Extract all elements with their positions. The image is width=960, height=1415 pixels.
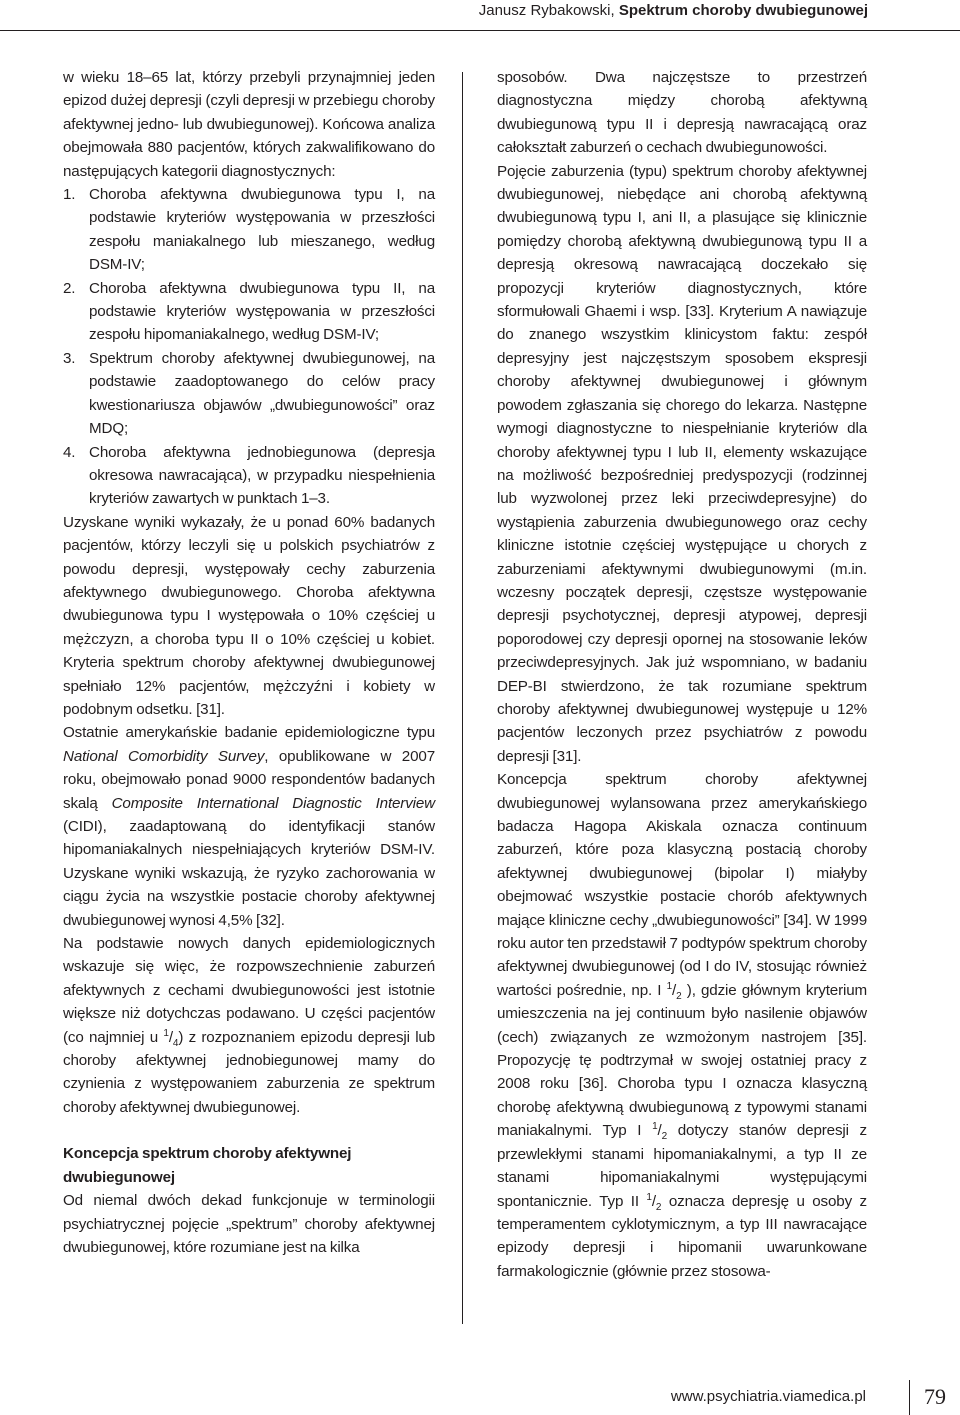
list-item — [63, 347, 435, 441]
list-number: 4. — [63, 443, 76, 461]
running-head-author: Janusz Rybakowski, — [478, 2, 615, 19]
continuation-paragraph: sposobów. Dwa najczęstsze to przestrzeń diagnostyczna między chorobą afektywną dwubiegunową typu II i depresją nawracającą oraz całokształt zaburzeń o cechach dwubiegunowości. — [497, 69, 867, 157]
right-column — [497, 66, 867, 1283]
concept-paragraph: Od niemal dwóch dekad funkcjonuje w terminologii psychiatrycznej pojęcie „spektrum” choroby afektywnej dwubiegunowej, które rozumiane jest na kilka — [63, 1192, 435, 1256]
list-text: Choroba afektywna dwubiegunowa typu I, na podstawie kryteriów występowania w przeszłości zespołu maniakalnego lub mieszanego, według DSM-IV; — [89, 186, 435, 274]
text-run: Ostatnie amerykańskie badanie epidemiologiczne typu — [63, 724, 435, 742]
diagnostic-categories-list — [63, 183, 435, 511]
text-run: (CIDI), zaadaptowaną do identyfikacji stanów hipomaniakalnych niespełniających kryteriów DSM-IV. Uzyskane wyniki wskazują, że ryzyko zachorowania w ciągu życia na wszystkie postacie choroby afektywnej dwubiegunowej wynosi 4,5% [32]. — [63, 818, 435, 929]
italic-term: National Comorbidity Survey — [63, 747, 265, 765]
header-rule — [0, 30, 960, 31]
list-number: 3. — [63, 349, 76, 367]
akiskal-paragraph — [497, 768, 867, 1283]
page-number: 79 — [924, 1384, 946, 1409]
list-item — [63, 277, 435, 347]
footer-divider — [909, 1380, 910, 1415]
fraction-numerator: 1 — [646, 1191, 652, 1203]
list-text: Spektrum choroby afektywnej dwubiegunowej, na podstawie zaadoptowanego do celów pracy kwestionariusza objawów „dwubiegunowości” oraz MDQ; — [89, 349, 435, 438]
italic-term: Composite International Diagnostic Interview — [111, 794, 435, 812]
intro-paragraph: w wieku 18–65 lat, którzy przebyli przynajmniej jeden epizod dużej depresji (czyli depresji w przebiegu choroby afektywnej jedno- lub dwubiegunowej). Końcowa analiza obejmowała 880 pacjentów, których zakwalifikowano do następujących kategorii diagnostycznych: — [63, 69, 435, 180]
ghaemi-paragraph: Pojęcie zaburzenia (typu) spektrum choroby afektywnej dwubiegunowej, niebędące ani chorobą afektywną dwubiegunową typu I, ani II, a plasujące się klinicznie pomiędzy chorobą afektywną dwubiegunową typu II a depresją okresową nawracającą doczekało się propozycji kryteriów diagnostycznych, które sformułowali Ghaemi i wsp. [33]. Kryterium A nawiązuje do znanego wszystkim klinicystom faktu: zespół depresyjny jest najczęstszym sposobem ekspresji choroby afektywnej dwubiegunowej i głównym powodem zgłaszania się chorego do lekarza. Następne wymogi diagnostyczne to niespełnianie kryteriów dla choroby afektywnej typu I lub II, elementy wskazujące na możliwość bezpośredniej predyspozycji (rodzinnej lub wyzwolonej przez leki przeciwdepresyjne) do wystąpienia zaburzenia dwubiegunowego oraz cechy kliniczne istotnie częściej występujące u chorych z zaburzeniami afektywnymi dwubiegunowymi (m.in. wczesny początek depresji, częstsze występowanie depresji psychotycznej, depresji atypowej, depresji poporodowej czy depresji opornej na stosowanie leków przeciwdepresyjnych. Jak już wspomniano, w badaniu DEP-BI stwierdzono, że tak rozumiane spektrum choroby afektywnej dwubiegunowej występuje u 12% pacjentów leczonych przez psychiatrów z powodu depresji [31]. — [497, 162, 867, 765]
results-paragraph: Uzyskane wyniki wykazały, że u ponad 60% badanych pacjentów, którzy leczyli się u polskich psychiatrów z powodu depresji, występowały cechy zaburzenia afektywnego dwubiegunowego. Choroba afektywna dwubiegunowa typu I występowała o 10% częściej u mężczyzn, a choroba typu II o 10% częściej u kobiet. Kryteria spektrum choroby afektywnej dwubiegunowej spełniało 12% pacjentów, mężczyźni i kobiety w podobnym odsetku. [31]. — [63, 513, 435, 718]
running-head-title: Spektrum choroby dwubiegunowej — [618, 2, 868, 19]
fraction-denominator: 2 — [661, 1131, 668, 1143]
fraction-slash: / — [168, 1028, 173, 1046]
list-text: Choroba afektywna dwubiegunowa typu II, na podstawie kryteriów występowania w przeszłości zespołu hipomaniakalnego, według DSM-IV; — [89, 279, 435, 344]
fraction-denominator: 2 — [676, 990, 682, 1002]
column-divider — [462, 72, 463, 1324]
text-run: ) z rozpoznaniem epizodu depresji lub choroby afektywnej jednobiegunowej mamy do czynienia z występowaniem zaburzenia ze spektrum choroby afektywnej dwubiegunowej. — [63, 1028, 436, 1116]
conclusion-paragraph — [63, 932, 435, 1119]
list-number: 1. — [63, 186, 76, 204]
running-head — [479, 0, 868, 22]
left-column — [63, 66, 435, 1259]
ncs-paragraph — [63, 721, 435, 932]
list-number: 2. — [63, 279, 76, 297]
fraction-denominator: 2 — [655, 1201, 662, 1213]
section-heading: Koncepcja spektrum choroby afektywnej dwubiegunowej — [63, 1145, 352, 1186]
list-text: Choroba afektywna jednobiegunowa (depresja okresowa nawracająca), w przypadku niespełnienia kryteriów zawartych w punktach 1–3. — [89, 443, 435, 508]
text-run: oznacza depresję u osoby z temperamentem cyklotymicznym, a typ III nawracające epizody depresji i hipomanii uwarunkowane farmakologicznie (głównie przez stosowa- — [497, 1192, 867, 1280]
fraction-slash: / — [672, 981, 677, 999]
fraction-numerator: 1 — [652, 1121, 658, 1133]
fraction-numerator: 1 — [163, 1027, 169, 1039]
fraction-numerator: 1 — [666, 980, 673, 992]
text-run: , opublikowane w 2007 roku, obejmowało ponad 9000 respondentów badanych skalą — [63, 747, 435, 812]
list-item — [63, 441, 435, 511]
text-run: dotyczy stanów depresji z przewlekłymi stanami hipomaniakalnymi, a typ II ze stanami hipomaniakalnymi występującymi spontanicznie. Typ II — [497, 1122, 867, 1210]
fraction-denominator: 4 — [172, 1037, 179, 1049]
journal-url: www.psychiatria.viamedica.pl — [670, 1388, 866, 1405]
list-item — [63, 183, 435, 277]
text-run: ), gdzie głównym kryterium umieszczenia na jej continuum było nasilenie objawów (cech) związanych ze wzmożonym nastrojem [35]. Propozycję tę podtrzymał w swojej ostatniej pracy z 2008 roku [36]. Choroba typu I oznacza klasyczną chorobę afektywną dwubiegunową z typowymi stanami maniakalnymi. Typ I — [497, 981, 868, 1140]
fraction-slash: / — [657, 1122, 662, 1140]
text-run: Koncepcja spektrum choroby afektywnej dwubiegunowej wylansowana przez amerykańskiego badacza Hagopa Akiskala oznacza continuum zaburzeń, które poza klasyczną postacią choroby afektywnej dwubiegunowej (bipolar I) miałyby obejmować wszystkie postacie chorób afektywnych mające kliniczne cechy „dwubiegunowości” [34]. W 1999 roku autor ten przedstawił 7 podtypów spektrum choroby afektywnej dwubiegunowej (od I do IV, stosując również wartości pośrednie, np. I — [497, 771, 867, 999]
text-run: Na podstawie nowych danych epidemiologicznych wskazuje się więc, że rozpowszechnienie zaburzeń afektywnych z cechami dwubiegunowości jest istotnie większe niż dotychczas podawano. U części pacjentów (co najmniej u — [63, 935, 435, 1046]
fraction-slash: / — [651, 1192, 656, 1210]
